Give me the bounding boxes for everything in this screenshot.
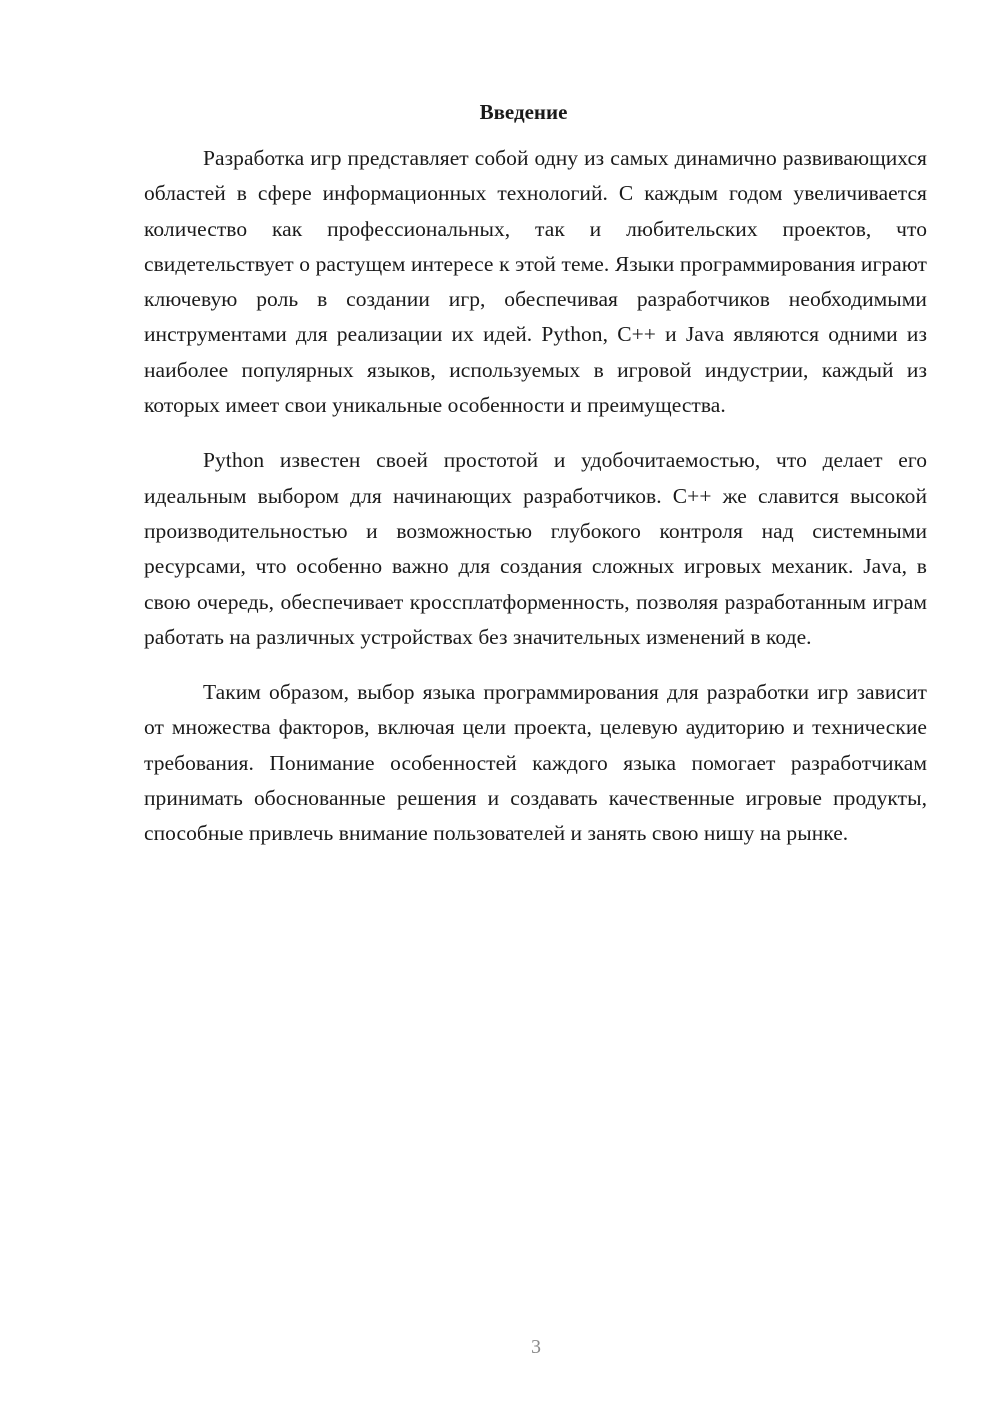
- section-heading: [144, 96, 927, 128]
- page-number: 3: [531, 1336, 541, 1358]
- paragraph-1: Разработка игр представляет собой одну из самых динамично развивающихся областей в сфере информационных технологий. С каждым годом увеличивается количество как профессиональных, так и любительских проектов, что свидетельствует о растущем интересе к этой теме. Языки программирования играют ключевую роль в создании игр, обеспечивая разработчиков необходимыми инструментами для реализации их идей. Python, C++ и Java являются одними из наиболее популярных языков, используемых в игровой индустрии, каждый из которых имеет свои уникальные особенности и преимущества.: [144, 146, 927, 418]
- document-body: [144, 96, 927, 852]
- paragraph-2: Python известен своей простотой и удобочитаемостью, что делает его идеальным выбором для начинающих разработчиков. C++ же славится высокой производительностью и возможностью глубокого контроля над системными ресурсами, что особенно важно для создания сложных игровых механик. Java, в свою очередь, обеспечивает кроссплатформенность, позволяя разработанным играм работать на различных устройствах без значительных изменений в коде.: [144, 448, 927, 649]
- section-heading-text: Введение: [479, 100, 568, 124]
- paragraph-3: Таким образом, выбор языка программирования для разработки игр зависит от множества факторов, включая цели проекта, целевую аудиторию и технические требования. Понимание особенностей каждого языка помогает разработчикам принимать обоснованные решения и создавать качественные игровые продукты, способные привлечь внимание пользователей и занять свою нишу на рынке.: [144, 680, 927, 846]
